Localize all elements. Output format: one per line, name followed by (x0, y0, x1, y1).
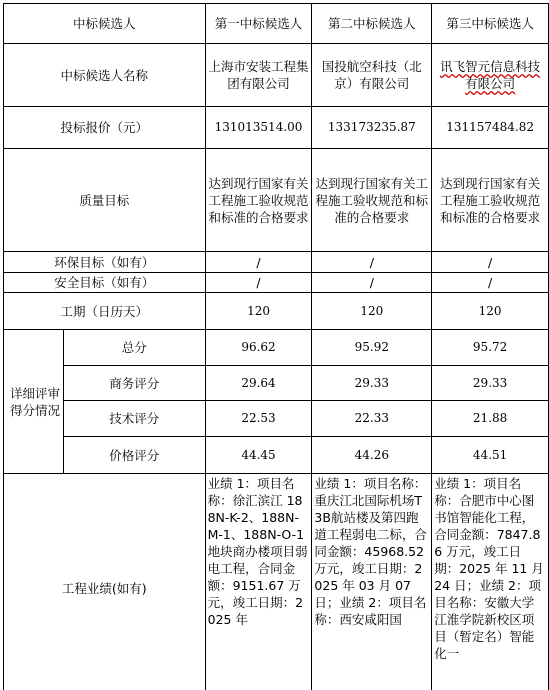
period-third: 120 (432, 293, 549, 330)
score-technical-first: 22.53 (205, 401, 312, 437)
score-row-technical (4, 401, 549, 437)
env-third: / (432, 252, 549, 273)
bid-price-first: 131013514.00 (205, 107, 312, 149)
performance-second: 业绩 1：项目名称：重庆江北国际机场T3B航站楼及第四跑道工程弱电二标，合同金额：45968.52 万元，竣工日期：2025 年 03 月 07 日；业绩 2：项目名称：西安咸阳国 (312, 474, 432, 690)
quality-row (4, 149, 549, 252)
env-second: / (312, 252, 432, 273)
score-total-label: 总分 (63, 330, 205, 366)
score-price-first: 44.45 (205, 437, 312, 474)
header-third-candidate: 第三中标候选人 (432, 4, 549, 44)
period-label: 工期（日历天） (4, 293, 206, 330)
header-row (4, 4, 549, 44)
period-row (4, 293, 549, 330)
score-row-total (4, 330, 549, 366)
score-row-price (4, 437, 549, 474)
score-group-label: 详细评审得分情况 (4, 330, 64, 474)
period-second: 120 (312, 293, 432, 330)
period-first: 120 (205, 293, 312, 330)
score-business-third: 29.33 (432, 366, 549, 401)
bid-price-row (4, 107, 549, 149)
name-third: 讯飞智元信息科技有限公司 (440, 59, 541, 91)
score-technical-second: 22.33 (312, 401, 432, 437)
performance-label: 工程业绩(如有) (4, 474, 206, 690)
bid-candidates-table (3, 3, 549, 690)
name-first: 上海市安装工程集团有限公司 (205, 44, 312, 107)
score-total-third: 95.72 (432, 330, 549, 366)
bid-price-second: 133173235.87 (312, 107, 432, 149)
score-business-label: 商务评分 (63, 366, 205, 401)
header-candidate-label: 中标候选人 (4, 4, 206, 44)
env-first: / (205, 252, 312, 273)
safety-second: / (312, 273, 432, 293)
score-technical-third: 21.88 (432, 401, 549, 437)
safety-first: / (205, 273, 312, 293)
name-row (4, 44, 549, 107)
env-label: 环保目标（如有） (4, 252, 206, 273)
header-first-candidate: 第一中标候选人 (205, 4, 312, 44)
header-second-candidate: 第二中标候选人 (312, 4, 432, 44)
quality-third: 达到现行国家有关工程施工验收规范和标准的合格要求 (432, 149, 549, 252)
name-second: 国投航空科技（北京）有限公司 (312, 44, 432, 107)
safety-third: / (432, 273, 549, 293)
bid-price-label: 投标报价（元） (4, 107, 206, 149)
score-row-business (4, 366, 549, 401)
bid-price-third: 131157484.82 (432, 107, 549, 149)
name-label: 中标候选人名称 (4, 44, 206, 107)
performance-first: 业绩 1：项目名称：徐汇滨江 188N-K-2、188N-M-1、188N-O-1 地块商办楼项目弱电工程，合同金额：9151.67 万元，竣工日期：2025 年 (205, 474, 312, 690)
score-price-second: 44.26 (312, 437, 432, 474)
score-business-first: 29.64 (205, 366, 312, 401)
performance-row (4, 474, 549, 690)
quality-first: 达到现行国家有关工程施工验收规范和标准的合格要求 (205, 149, 312, 252)
env-row (4, 252, 549, 273)
score-technical-label: 技术评分 (63, 401, 205, 437)
quality-label: 质量目标 (4, 149, 206, 252)
safety-label: 安全目标（如有） (4, 273, 206, 293)
score-total-first: 96.62 (205, 330, 312, 366)
safety-row (4, 273, 549, 293)
score-total-second: 95.92 (312, 330, 432, 366)
performance-third: 业绩 1：项目名称：合肥市中心图书馆智能化工程，合同金额：7847.86 万元，竣工日期：2025 年 11 月 24 日；业绩 2：项目名称：安徽大学江淮学院新校区项目（暂定名）智能化一 (432, 474, 549, 690)
quality-second: 达到现行国家有关工程施工验收规范和标准的合格要求 (312, 149, 432, 252)
score-price-label: 价格评分 (63, 437, 205, 474)
score-business-second: 29.33 (312, 366, 432, 401)
score-price-third: 44.51 (432, 437, 549, 474)
